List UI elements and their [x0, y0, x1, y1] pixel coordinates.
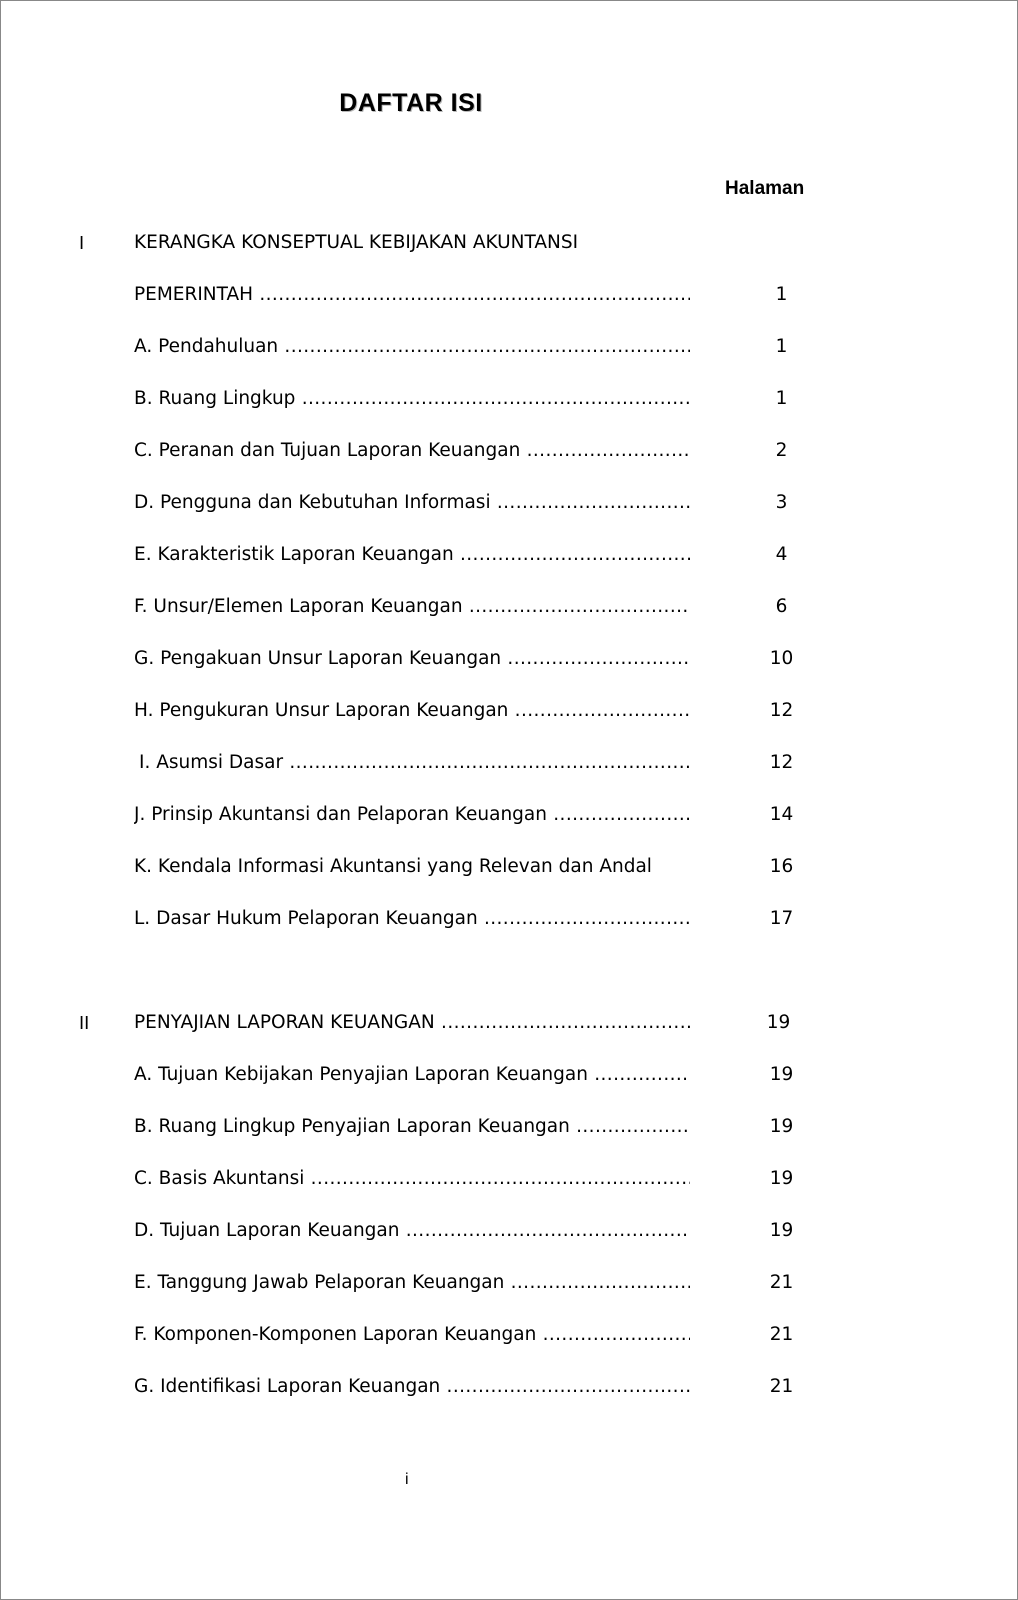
toc-entry[interactable] — [1, 540, 1017, 570]
toc-entry-label: PEMERINTAH ..... — [134, 280, 690, 310]
toc-entry[interactable] — [1, 436, 1017, 466]
toc-entry[interactable] — [1, 696, 1017, 726]
toc-entry[interactable] — [1, 1060, 1017, 1090]
toc-entry-page: 6 — [775, 596, 788, 617]
toc-entry-label: B. Ruang Lingkup ..... — [134, 384, 690, 414]
toc-entry-label: D. Tujuan Laporan Keuangan ..... — [134, 1216, 690, 1246]
toc-entry-label: L. Dasar Hukum Pelaporan Keuangan ..... — [134, 904, 690, 934]
toc-entry-page: 2 — [775, 440, 788, 461]
toc-entry-label: J. Prinsip Akuntansi dan Pelaporan Keuangan ..... — [134, 800, 690, 830]
toc-entry-label: H. Pengukuran Unsur Laporan Keuangan ..... — [134, 696, 690, 726]
toc-entry-page: 12 — [769, 700, 794, 721]
toc-entry-page: 1 — [775, 336, 788, 357]
toc-entry[interactable] — [1, 1372, 1017, 1402]
toc-entry-label: A. Tujuan Kebijakan Penyajian Laporan Keuangan ..... — [134, 1060, 690, 1090]
toc-entry[interactable] — [1, 280, 1017, 310]
toc-entry-page: 19 — [766, 1012, 791, 1033]
toc-entry-label: E. Karakteristik Laporan Keuangan ..... — [134, 540, 690, 570]
toc-entry[interactable] — [1, 384, 1017, 414]
toc-section-heading[interactable] — [1, 1008, 1017, 1038]
toc-entry-label: F. Unsur/Elemen Laporan Keuangan ..... — [134, 592, 690, 622]
page-column-header: Halaman — [725, 178, 805, 199]
toc-entry-label: C. Basis Akuntansi ..... — [134, 1164, 690, 1194]
toc-entry[interactable] — [1, 644, 1017, 674]
toc-entry-label: D. Pengguna dan Kebutuhan Informasi ..... — [134, 488, 690, 518]
toc-entry-page: 19 — [769, 1168, 794, 1189]
toc-entry[interactable] — [1, 1164, 1017, 1194]
section-number: II — [79, 1012, 90, 1033]
toc-entry[interactable] — [1, 1268, 1017, 1298]
toc-entry-page: 1 — [775, 284, 788, 305]
toc-entry-page: 14 — [769, 804, 794, 825]
toc-entry-label: G. Pengakuan Unsur Laporan Keuangan ..... — [134, 644, 690, 674]
toc-entry[interactable] — [1, 592, 1017, 622]
toc-entry-label: G. Identifikasi Laporan Keuangan ..... — [134, 1372, 690, 1402]
toc-entry-label: B. Ruang Lingkup Penyajian Laporan Keuangan ..... — [134, 1112, 690, 1142]
toc-entry[interactable] — [1, 748, 1017, 778]
section-title: PENYAJIAN LAPORAN KEUANGAN ..... — [134, 1008, 690, 1038]
toc-entry[interactable] — [1, 488, 1017, 518]
toc-entry-label: I. Asumsi Dasar ..... — [139, 748, 690, 778]
toc-entry-page: 21 — [769, 1324, 794, 1345]
toc-entry-page: 10 — [769, 648, 794, 669]
toc-entry-label: C. Peranan dan Tujuan Laporan Keuangan ..... — [134, 436, 690, 466]
toc-entry-label: E. Tanggung Jawab Pelaporan Keuangan ..... — [134, 1268, 690, 1298]
toc-entry-page: 16 — [769, 856, 794, 877]
toc-entry-label: A. Pendahuluan ..... — [134, 332, 690, 362]
toc-entry-page: 12 — [769, 752, 794, 773]
toc-entry-page: 19 — [769, 1116, 794, 1137]
page-title: DAFTAR ISI — [339, 89, 483, 117]
toc-entry-page: 3 — [775, 492, 788, 513]
toc-section-heading — [1, 228, 1017, 258]
toc-entry-page: 19 — [769, 1064, 794, 1085]
toc-entry[interactable] — [1, 904, 1017, 934]
toc-entry-page: 4 — [775, 544, 788, 565]
toc-entry[interactable] — [1, 332, 1017, 362]
toc-entry-page: 17 — [769, 908, 794, 929]
toc-entry-page: 21 — [769, 1376, 794, 1397]
toc-entry[interactable] — [1, 1112, 1017, 1142]
section-number: I — [79, 232, 85, 253]
toc-entry-label: K. Kendala Informasi Akuntansi yang Relevan dan Andal — [134, 856, 652, 877]
footer-page-number: i — [405, 1471, 409, 1488]
toc-entry[interactable] — [1, 1320, 1017, 1350]
toc-entry-label: F. Komponen-Komponen Laporan Keuangan ..... — [134, 1320, 690, 1350]
toc-entry[interactable] — [1, 800, 1017, 830]
section-title: KERANGKA KONSEPTUAL KEBIJAKAN AKUNTANSI — [134, 232, 579, 253]
toc-entry-page: 21 — [769, 1272, 794, 1293]
toc-entry-page: 1 — [775, 388, 788, 409]
toc-entry-page: 19 — [769, 1220, 794, 1241]
toc-entry[interactable] — [1, 1216, 1017, 1246]
toc-entry[interactable] — [1, 852, 1017, 882]
